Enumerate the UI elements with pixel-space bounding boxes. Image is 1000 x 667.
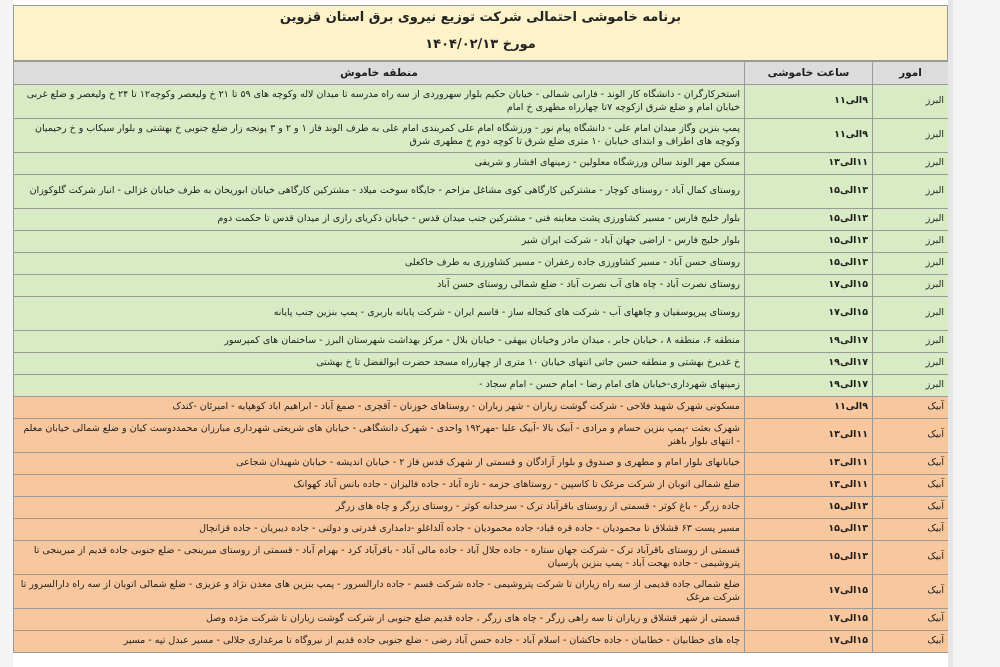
table-row bbox=[14, 519, 949, 541]
area-cell: ضلع شمالی اتوبان از شرکت مرغک تا کاسپین - روستاهای جزمه - تازه آباد - جاده فالیزان - جاده بانس آباد کهوانک bbox=[14, 475, 745, 497]
region-cell: آبیک bbox=[873, 453, 949, 475]
time-cell: ۱۵الی۱۷ bbox=[745, 575, 873, 609]
region-cell: آبیک bbox=[873, 475, 949, 497]
area-cell: شهرک بعثت -پمپ بنزین حسام و مرادی - آبیک بالا -آبیک علیا -مهر۱۹۲ واحدی - شهرک دانشگاهی - خیابان های شریعتی شهرداری مبارزان محمددوست کیان و ضلع شمالی خیابان معلم - انتهای بلوار باهنر bbox=[14, 419, 745, 453]
column-header-region: امور bbox=[873, 62, 949, 85]
table-row bbox=[14, 275, 949, 297]
time-cell: ۱۳الی۱۵ bbox=[745, 175, 873, 209]
region-cell: آبیک bbox=[873, 419, 949, 453]
area-cell: جاده زرگر - باغ کوثر - قسمتی از روستای باقرآباد ترک - سرخدانه کوثر - روستای زرگر و چاه های زرگر bbox=[14, 497, 745, 519]
region-cell: آبیک bbox=[873, 631, 949, 653]
column-header-area: منطقه خاموش bbox=[14, 62, 745, 85]
time-cell: ۱۵الی۱۷ bbox=[745, 609, 873, 631]
table-row bbox=[14, 153, 949, 175]
table-row bbox=[14, 575, 949, 609]
schedule-header bbox=[13, 5, 948, 61]
region-cell: البرز bbox=[873, 85, 949, 119]
area-cell: روستای پیرپوسفیان و چاههای آب - شرکت های کنجاله ساز - قاسم ایران - شرکت پایانه باربری - پمپ بنزین جنب پایانه bbox=[14, 297, 745, 331]
area-cell: قسمتی از شهر قشلاق و زیاران تا سه راهی زرگر - چاه های زرگر ، جاده قدیم ضلع جنوبی از شرکت گوشت زیاران تا شرکت مژده وصل bbox=[14, 609, 745, 631]
table-row bbox=[14, 209, 949, 231]
area-cell: زمینهای شهرداری-خیابان های امام رضا - امام حسن - امام سجاد - bbox=[14, 375, 745, 397]
area-cell: منطقه ۶، منطقه ۸ ، خیابان جابر ، میدان مادر وخیابان بیهقی - خیابان بلال - مرکز بهداشت شهرستان البرز - ساختمان های کمپرسور bbox=[14, 331, 745, 353]
region-cell: آبیک bbox=[873, 397, 949, 419]
table-row bbox=[14, 175, 949, 209]
time-cell: ۱۷الی۱۹ bbox=[745, 353, 873, 375]
table-row bbox=[14, 119, 949, 153]
area-cell: ضلع شمالی جاده قدیمی از سه راه زیاران تا شرکت پتروشیمی - جاده شرکت قسم - جاده دارالسرور - پمپ بنزین های معدن نژاد و عزیزی - ضلع شمالی اتوبان از سه راه دارالسرور تا شرکت مرغک bbox=[14, 575, 745, 609]
table-header-row bbox=[14, 62, 949, 85]
outage-table bbox=[13, 61, 948, 653]
table-row bbox=[14, 397, 949, 419]
table-row bbox=[14, 231, 949, 253]
time-cell: ۹الی۱۱ bbox=[745, 397, 873, 419]
region-cell: آبیک bbox=[873, 609, 949, 631]
table-body bbox=[14, 85, 949, 653]
region-cell: آبیک bbox=[873, 497, 949, 519]
time-cell: ۱۳الی۱۵ bbox=[745, 541, 873, 575]
time-cell: ۱۷الی۱۹ bbox=[745, 375, 873, 397]
region-cell: البرز bbox=[873, 297, 949, 331]
region-cell: آبیک bbox=[873, 575, 949, 609]
time-cell: ۹الی۱۱ bbox=[745, 85, 873, 119]
table-row bbox=[14, 297, 949, 331]
time-cell: ۱۳الی۱۵ bbox=[745, 497, 873, 519]
time-cell: ۱۳الی۱۵ bbox=[745, 209, 873, 231]
time-cell: ۹الی۱۱ bbox=[745, 119, 873, 153]
page-title: برنامه خاموشی احتمالی شرکت توزیع نیروی برق استان قزوین bbox=[279, 10, 682, 25]
date-line bbox=[14, 37, 947, 52]
area-cell: روستای کمال آباد - روستای کوچار - مشترکین کارگاهی کوی مشاغل مزاحم - جایگاه سوخت میلاد - مشترکین کارگاهی خیابان ابوریحان به طرف خیابان غزالی - انبار شرکت گلوکوزان bbox=[14, 175, 745, 209]
time-cell: ۱۱الی۱۳ bbox=[745, 453, 873, 475]
right-margin bbox=[953, 0, 1000, 667]
area-cell: روستای نصرت آباد - چاه های آب نصرت آباد - ضلع شمالی روستای حسن آباد bbox=[14, 275, 745, 297]
region-cell: البرز bbox=[873, 209, 949, 231]
table-row bbox=[14, 419, 949, 453]
time-cell: ۱۵الی۱۷ bbox=[745, 297, 873, 331]
table-row bbox=[14, 453, 949, 475]
area-cell: روستای حسن آباد - مسیر کشاورزی جاده زعفران - مسیر کشاورزی به طرف خاکعلی bbox=[14, 253, 745, 275]
area-cell: مسکونی شهرک شهید فلاحی - شرکت گوشت زیاران - شهر زیاران - روستاهای خوزنان - آقچری - صمغ آباد - ابراهیم اباد کوهپایه - امیرئان -کندک bbox=[14, 397, 745, 419]
area-cell: قسمتی از روستای باقرآباد ترک - شرکت جهان ستاره - جاده جلال آباد - جاده مالی آباد - باقرآباد کرد - بهرام آباد - قسمتی از روستای میرینجی - ضلع جنوبی جاده قدیم از میرینجی تا پتروشیمی - جاده بهجت آباد - پمپ بنزین پارسیان bbox=[14, 541, 745, 575]
region-cell: البرز bbox=[873, 119, 949, 153]
time-cell: ۱۱الی۱۳ bbox=[745, 419, 873, 453]
region-cell: آبیک bbox=[873, 541, 949, 575]
table-row bbox=[14, 497, 949, 519]
region-cell: البرز bbox=[873, 331, 949, 353]
left-margin bbox=[0, 0, 13, 667]
region-cell: البرز bbox=[873, 375, 949, 397]
time-cell: ۱۵الی۱۷ bbox=[745, 275, 873, 297]
area-cell: مسکن مهر الوند سالن ورزشگاه معلولین - زمینهای افشار و شریفی bbox=[14, 153, 745, 175]
area-cell: استخرکارگران - دانشگاه کار الوند - فارابی شمالی - خیابان حکیم بلوار سهروردی از سه راه مدرسه تا میدان لاله وکوچه های ۵۹ تا ۲۱ خ ولیعصر وکوچه۱۲ تا ۲۴ خ ولیعصر و ضلع غربی خیابان امام و ضلع شرق ازکوچه ۷تا چهارراه مطهری خ امام bbox=[14, 85, 745, 119]
area-cell: بلوار خلیج فارس - اراضی جهان آباد - شرکت ایران شیر bbox=[14, 231, 745, 253]
area-cell: بلوار خلیج فارس - مسیر کشاورزی پشت معاینه فنی - مشترکین جنب میدان قدس - خیابان ذکریای رازی از میدان قدس تا حکمت دوم bbox=[14, 209, 745, 231]
column-header-time: ساعت خاموشی bbox=[745, 62, 873, 85]
time-cell: ۱۷الی۱۹ bbox=[745, 331, 873, 353]
table-row bbox=[14, 353, 949, 375]
area-cell: چاه های خطابیان - خطابیان - جاده خاکشان - اسلام آباد - جاده حسن آباد رضی - ضلع جنوبی جاده قدیم از نیروگاه تا مرغداری جلالی - مسیر عبدل تپه - مسیر bbox=[14, 631, 745, 653]
region-cell: البرز bbox=[873, 231, 949, 253]
table-row bbox=[14, 253, 949, 275]
area-cell: خیابانهای بلوار امام و مطهری و صندوق و بلوار آزادگان و قسمتی از شهرک قدس فاز ۲ - خیابان اندیشه - خیابان شهیدان شجاعی bbox=[14, 453, 745, 475]
time-cell: ۱۵الی۱۷ bbox=[745, 631, 873, 653]
area-cell: خ غدیرخ بهشتی و منطقه حسن جاتی انتهای خیابان ۱۰ متری از چهارراه مسجد حضرت ابوالفضل تا خ بهشتی bbox=[14, 353, 745, 375]
time-cell: ۱۳الی۱۵ bbox=[745, 253, 873, 275]
schedule-sheet bbox=[13, 0, 948, 667]
table-row bbox=[14, 375, 949, 397]
table-row bbox=[14, 631, 949, 653]
region-cell: البرز bbox=[873, 253, 949, 275]
time-cell: ۱۱الی۱۳ bbox=[745, 475, 873, 497]
area-cell: مسیر پست ۶۳ قشلاق تا محمودیان - جاده قره قباد- جاده محمودیان - جاده آلداغلو -دامداری قدرتی و دولتی - جاده دیبریان - جاده قزانچال bbox=[14, 519, 745, 541]
region-cell: البرز bbox=[873, 153, 949, 175]
region-cell: آبیک bbox=[873, 519, 949, 541]
time-cell: ۱۱الی۱۳ bbox=[745, 153, 873, 175]
area-cell: پمپ بنزین وگاز میدان امام علی - دانشگاه پیام نور - ورزشگاه امام علی کمربندی امام علی به طرف الوند فاز ۱ و ۲ و ۳ پونجه زار ضلع جنوبی خ بهشتی و بلوار سیکاب و خ رحیمیان وکوچه های اطراف و ابتدای خیابان ۱۰ متری ضلع شرق تا کوچه دوم خ مطهری شرق bbox=[14, 119, 745, 153]
region-cell: البرز bbox=[873, 275, 949, 297]
table-row bbox=[14, 85, 949, 119]
date-value: ۱۴۰۴/۰۲/۱۳ bbox=[425, 37, 499, 52]
time-cell: ۱۳الی۱۵ bbox=[745, 519, 873, 541]
date-label: مورخ bbox=[502, 37, 536, 52]
table-row bbox=[14, 541, 949, 575]
time-cell: ۱۳الی۱۵ bbox=[745, 231, 873, 253]
region-cell: البرز bbox=[873, 353, 949, 375]
table-row bbox=[14, 475, 949, 497]
table-row bbox=[14, 609, 949, 631]
region-cell: البرز bbox=[873, 175, 949, 209]
table-row bbox=[14, 331, 949, 353]
